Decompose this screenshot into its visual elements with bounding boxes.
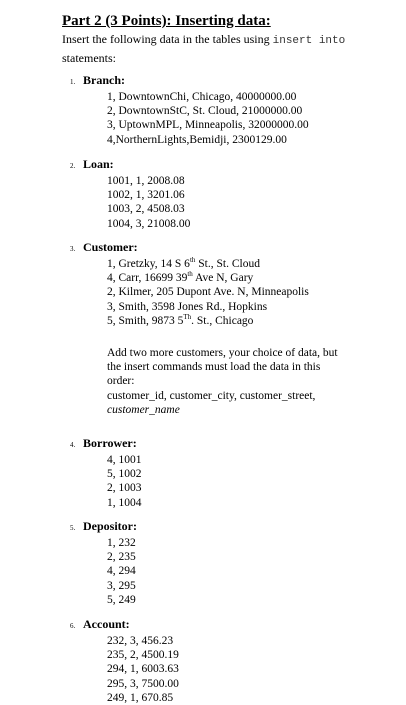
data-row: 249, 1, 670.85	[107, 691, 174, 704]
data-row: 4, Carr, 16699 39th Ave N, Gary	[107, 270, 254, 285]
data-row: 1004, 3, 21008.00	[107, 217, 191, 230]
section-loan	[70, 157, 390, 231]
note-line: Add two more customers, your choice of data, but	[107, 347, 338, 360]
data-row: 1, DowntownChi, Chicago, 40000000.00	[107, 91, 297, 103]
data-row: 1002, 1, 3201.06	[107, 189, 185, 202]
data-row: 2, DowntownStC, St. Cloud, 21000000.00	[107, 105, 303, 118]
data-row: 4, 294	[107, 565, 136, 578]
section-depositor	[70, 519, 390, 607]
data-row: 2, 235	[107, 551, 136, 564]
section-title: Depositor:	[83, 519, 137, 533]
data-row: 1, 1004	[107, 496, 142, 509]
section-number: 1.	[70, 78, 76, 86]
section-title: Account:	[83, 617, 130, 631]
data-row: 3, UptownMPL, Minneapolis, 32000000.00	[107, 119, 309, 132]
data-row: 2, 1003	[107, 482, 142, 495]
section-borrower	[70, 436, 390, 510]
section-number: 5.	[70, 524, 76, 532]
section-customer	[70, 240, 390, 417]
section-number: 2.	[70, 162, 76, 170]
data-row: 1003, 2, 4508.03	[107, 203, 185, 216]
data-row: 1001, 1, 2008.08	[107, 175, 185, 187]
section-number: 3.	[70, 245, 76, 253]
data-rows	[107, 174, 390, 231]
section-title: Branch:	[83, 73, 125, 87]
section-title: Loan:	[83, 157, 114, 171]
intro-code: insert into	[272, 35, 346, 47]
customer-note	[107, 346, 342, 417]
intro-after: statements:	[62, 51, 116, 65]
data-row: 3, Smith, 3598 Jones Rd., Hopkins	[107, 300, 268, 313]
data-row: 294, 1, 6003.63	[107, 663, 179, 676]
data-row: 5, 1002	[107, 468, 142, 481]
data-row: 235, 2, 4500.19	[107, 649, 179, 662]
data-row: 232, 3, 456.23	[107, 635, 174, 647]
data-row: 5, Smith, 9873 5Th. St., Chicago	[107, 312, 254, 327]
note-line: the insert commands must load the data in this order:	[107, 361, 321, 388]
data-row: 295, 3, 7500.00	[107, 677, 179, 690]
data-rows	[107, 453, 390, 510]
section-number: 6.	[70, 622, 76, 630]
data-row: 1, Gretzky, 14 S 6th St., St. Cloud	[107, 256, 260, 270]
data-rows	[107, 536, 390, 607]
page-title: Part 2 (3 Points): Inserting data:	[62, 13, 271, 29]
note-line: customer_name	[107, 403, 180, 416]
data-row: 4, 1001	[107, 454, 142, 466]
note-line: customer_id, customer_city, customer_street,	[107, 389, 316, 402]
data-row: 1, 232	[107, 537, 136, 549]
section-title: Customer:	[83, 240, 138, 254]
data-row: 2, Kilmer, 205 Dupont Ave. N, Minneapolis	[107, 286, 309, 299]
section-branch	[70, 73, 390, 147]
data-row: 4,NorthernLights,Bemidji, 2300129.00	[107, 133, 287, 146]
section-account	[70, 617, 390, 705]
data-rows	[107, 90, 390, 147]
section-title: Borrower:	[83, 436, 137, 450]
data-rows	[107, 257, 390, 328]
data-rows	[107, 634, 390, 705]
intro-before: Insert the following data in the tables using	[62, 32, 273, 46]
section-number: 4.	[70, 441, 76, 449]
data-row: 5, 249	[107, 593, 136, 606]
data-row: 3, 295	[107, 579, 136, 592]
intro-text	[62, 31, 362, 67]
